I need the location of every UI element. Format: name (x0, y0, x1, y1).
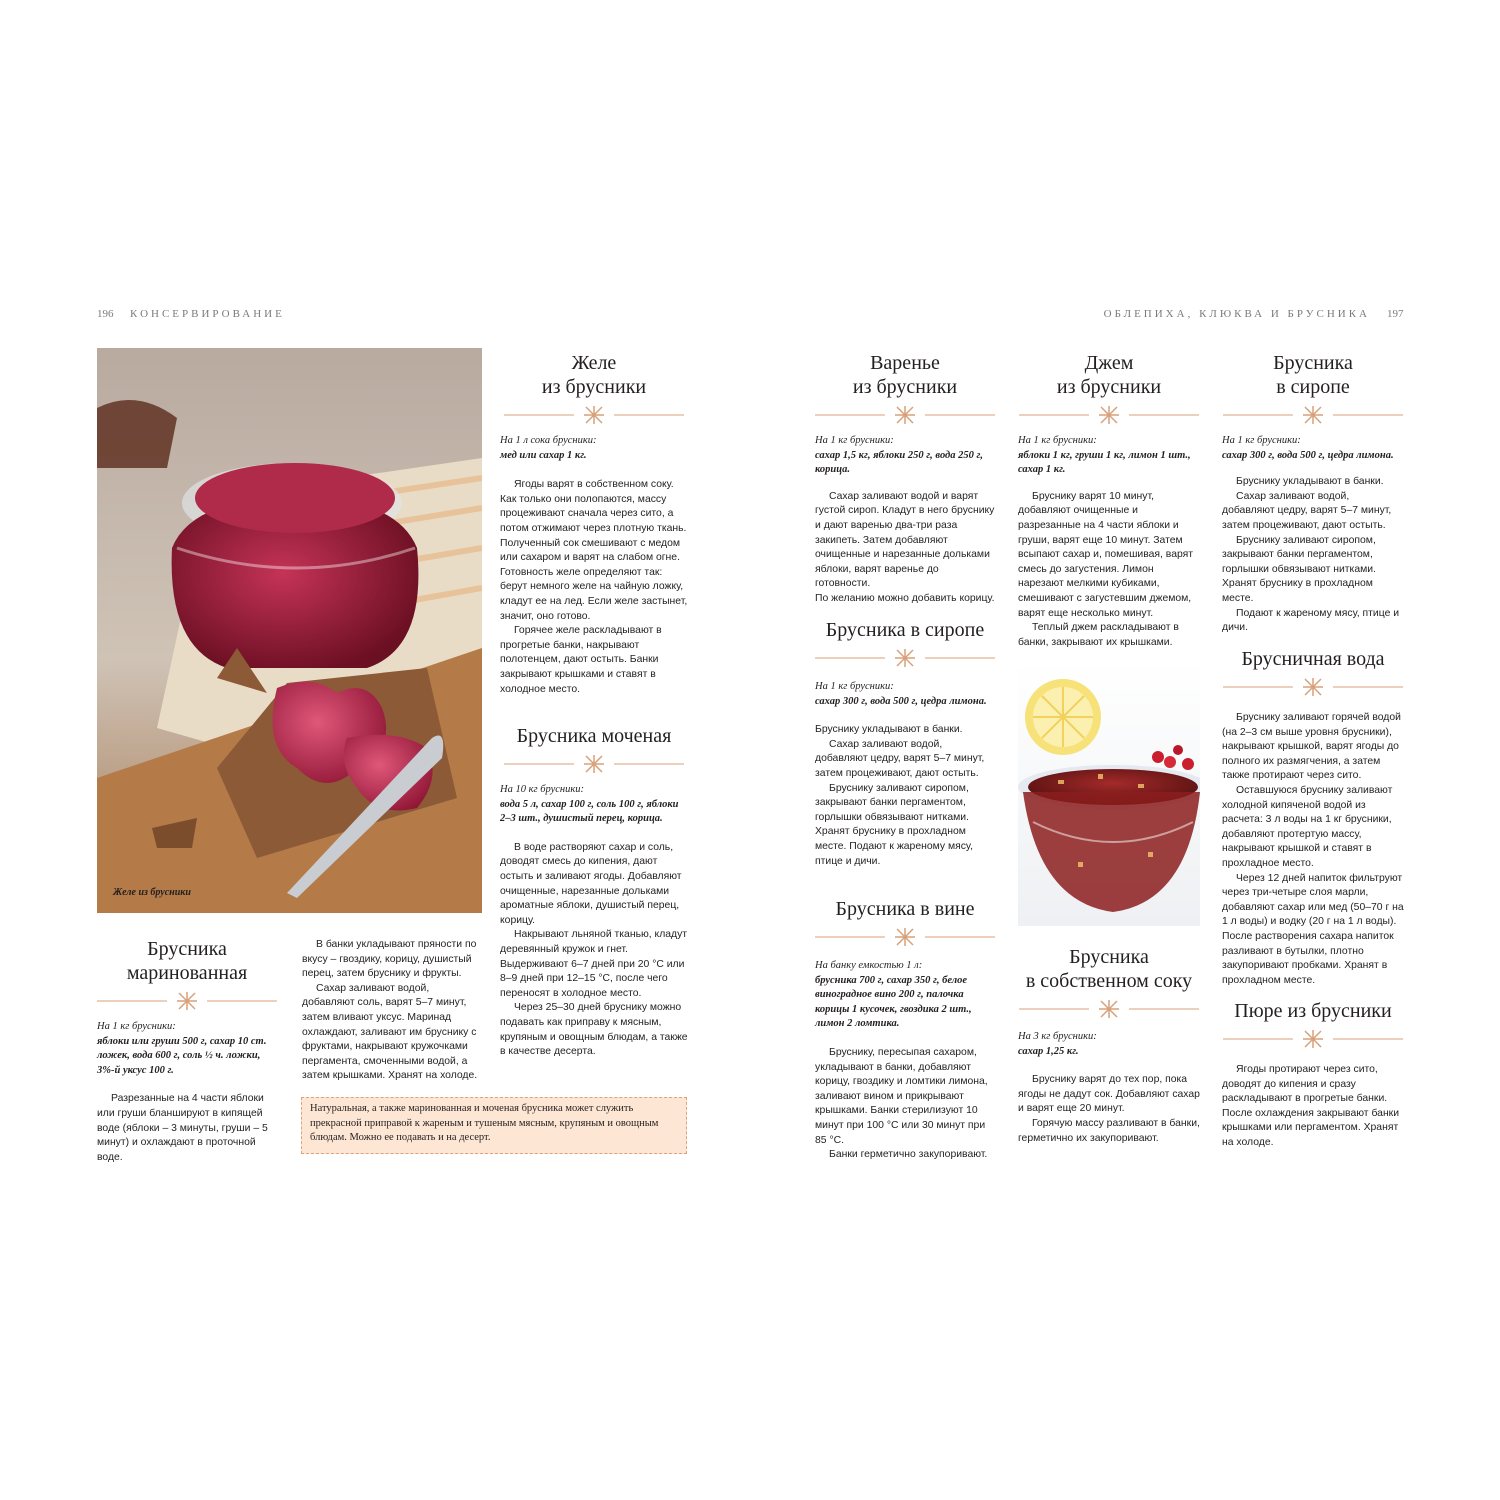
recipe-text: Бруснику укладывают в банки. Сахар заливают водой, добавляют цедру, варят 5–7 минут, затем процеживают, дают остыть. Бруснику заливают сиропом, закрывают банки пергаментом, горлышки обвязывают нитками. Хранят бруснику в прохладном месте. Подают к жареному мясу, птице и дичи. (1222, 476, 1400, 634)
ingredients: На 10 кг брусники: вода 5 л, сахар 100 г, соль 100 г, яблоки 2–3 шт., душистый перец, корица. (500, 784, 679, 825)
recipe-sobstvenny-sok (1018, 945, 1200, 1146)
recipe-text: Бруснику варят 10 минут, добавляют очищенные и разрезанные на 4 части яблоки и груши, варят еще 10 минут. Затем всыпают сахар и, помешивая, варят смесь до загустения. Лимон нарезают мелкими кубиками, смешивают с загустевшим джемом, варят еще несколько минут. Теплый джем раскладывают в банки, закрывают их крышками. (1018, 490, 1194, 648)
ornament-divider (1223, 405, 1403, 425)
ornament-divider (815, 648, 995, 668)
ornament-divider (97, 991, 277, 1011)
page-number-left: 196 (97, 308, 114, 320)
recipe-text: В воде растворяют сахар и соль, доводят смесь до кипения, дают остыть и заливают ягоды. Добавляют очищенные, нарезанные дольками ароматные яблоки, душистый перец, корицу. Накрывают льняной тканью, кладут деревянный кружок и гнет. Выдерживают 6–7 дней при 20 °С или 8–9 дней при 12–15 °С, после чего переносят в холодное место. Через 25–30 дней бруснику можно подавать как приправу к мясным, крупяным и овощным блюдам, а также в качестве десерта. (500, 841, 688, 1058)
recipe-varenye (815, 351, 995, 607)
recipe-text: Бруснику укладывают в банки. Сахар заливают водой, добавляют цедру, варят 5–7 минут, затем процеживают, дают остыть. Бруснику заливают сиропом, закрывают банки пергаментом, горлышки обвязывают нитками. Хранят бруснику в прохладном месте. Подают к жареному мясу, птице и дичи. (815, 724, 985, 867)
ingredients: На 1 кг брусники: яблоки или груши 500 г, сахар 10 ст. ложек, вода 600 г, соль ½ ч. ложки, 3%-й уксус 100 г. (97, 1021, 267, 1076)
recipe-text: Бруснику, пересыпая сахаром, укладывают в банки, добавляют корицу, гвоздику и ломтики лимона, заливают вином и прикрывают крышками. Банки стерилизуют 10 минут при 100 °С или 30 минут при 85 °С. Банки герметично закупоривают. (815, 1046, 988, 1161)
ornament-divider (1223, 1029, 1403, 1049)
recipe-title: Брусничная вода (1241, 648, 1385, 670)
ingredients: На 3 кг брусники: сахар 1,25 кг. (1018, 1031, 1097, 1057)
ingredients: На 1 кг брусники: яблоки 1 кг, груши 1 кг, лимон 1 шт., сахар 1 кг. (1018, 435, 1191, 476)
ornament-divider (504, 754, 684, 774)
running-head-left: КОНСЕРВИРОВАНИЕ (130, 308, 285, 320)
recipe-title: Брусника в вине (835, 898, 975, 920)
recipe-title: Брусника маринованная (126, 938, 248, 984)
ornament-divider (504, 405, 684, 425)
photo-caption: Желе из брусники (113, 887, 191, 898)
ornament-divider (1019, 999, 1199, 1019)
recipe-text: Бруснику заливают горячей водой (на 2–3 см выше уровня брусники), накрывают крышкой, варят ягоды до полного их размягчения, а затем также протирают через сито. Оставшуюся бруснику заливают холодной кипяченой водой из расчета: 3 л воды на 1 кг брусники, добавляют протертую массу, накрывают крышкой и ставят в прохладное место. Через 12 дней напиток фильтруют через три-четыре слоя марли, добавляют сахар или мед (50–70 г на 1 л воды) и водку (20 г на 1 л воды). После растворения сахара напиток разливают в бутылки, плотно закупоривают пробками. Хранят в прохладном месте. (1222, 712, 1404, 986)
page-number-right: 197 (1387, 308, 1404, 320)
recipe-text: Ягоды варят в собственном соку. Как только они полопаются, массу процеживают сначала через сито, а потом отжимают через плотную ткань. Полученный сок смешивают с медом или сахаром и варят на слабом огне. Готовность желе определяют так: берут немного желе на чайную ложку, кладут ее на лед. Если желе застынет, значит, оно готово. Горячее желе раскладывают в прогретые банки, накрывают полотенцем, дают остыть. Банки закрывают крышками и ставят в холодное место. (500, 479, 688, 695)
jelly-photo (97, 348, 482, 913)
recipe-sirop-2 (1222, 351, 1404, 636)
recipe-title: Желе из брусники (541, 352, 647, 398)
recipe-marinovannaya (97, 937, 277, 1165)
recipe-v-vine (815, 897, 995, 1163)
recipe-title: Пюре из брусники (1234, 1000, 1392, 1022)
recipe-dzhem (1018, 351, 1200, 650)
ornament-divider (815, 405, 995, 425)
tip-note: Натуральная, а также маринованная и моченая брусника может служить прекрасной приправой к жареным и тушеным мясным, крупяным и овощным блюдам. Можно ее подавать и на десерт. (301, 1097, 687, 1154)
recipe-pyure (1222, 999, 1404, 1151)
ingredients: На 1 кг брусники: сахар 1,5 кг, яблоки 250 г, вода 250 г, корица. (815, 435, 984, 476)
ingredients: На 1 кг брусники: сахар 300 г, вода 500 г, цедра лимона. (1222, 435, 1394, 461)
ingredients: На 1 кг брусники: сахар 300 г, вода 500 г, цедра лимона. (815, 681, 987, 707)
recipe-title: Брусника в собственном соку (1025, 946, 1193, 992)
recipe-text: Ягоды протирают через сито, доводят до кипения и сразу раскладывают в прогретые банки. После охлаждения закрывают банки крышками или пергаментом. Хранят на холоде. (1222, 1064, 1400, 1148)
jam-bowl-photo (1018, 662, 1200, 926)
recipe-mochenaya (500, 724, 688, 1060)
recipe-title: Брусника в сиропе (825, 619, 985, 641)
running-head-right: ОБЛЕПИХА, КЛЮКВА И БРУСНИКА (1103, 308, 1370, 320)
recipe-title: Варенье из брусники (852, 352, 958, 398)
recipe-text: Сахар заливают водой и варят густой сироп. Кладут в него бруснику и дают варенью два-три раза закипеть. Затем добавляют очищенные и нарезанные дольками яблоки, варят варенье до готовности. По желанию можно добавить корицу. (815, 490, 995, 604)
ornament-divider (815, 927, 995, 947)
recipe-text: Бруснику варят до тех пор, пока ягоды не дадут сок. Добавляют сахар и варят еще 20 минут. Горячую массу разливают в банки, герметично их закупоривают. (1018, 1074, 1200, 1144)
recipe-marinovannaya-continued: В банки укладывают пряности по вкусу – гвоздику, корицу, душистый перец, затем бруснику и фрукты. Сахар заливают водой, добавляют соль, варят 5–7 минут, затем вливают уксус. Маринад охлаждают, заливают им бруснику с фруктами, накрывают кружочками пергамента, смоченными водой, а затем крышками. Хранят на холоде. (302, 939, 478, 1082)
ingredients: На 1 л сока брусники: мед или сахар 1 кг. (500, 435, 597, 461)
ingredients: На банку емкостью 1 л: брусника 700 г, сахар 350 г, белое виноградное вино 200 г, палочка корицы 1 кусочек, гвоздика 2 шт., лимон 2 ломтика. (815, 960, 972, 1030)
ornament-divider (1019, 405, 1199, 425)
recipe-sirop-1 (815, 618, 995, 869)
recipe-title: Брусника в сиропе (1273, 352, 1353, 398)
recipe-zhele (500, 351, 688, 697)
recipe-text: Разрезанные на 4 части яблоки или груши бланшируют в кипящей воде (яблоки – 3 минуты, груши – 5 минут) и охлаждают в проточной воде. (97, 1093, 268, 1163)
recipe-title: Брусника моченая (516, 725, 672, 747)
ornament-divider (1223, 677, 1403, 697)
recipe-title: Джем из брусники (1056, 352, 1162, 398)
recipe-brusnichnaya-voda (1222, 647, 1404, 988)
